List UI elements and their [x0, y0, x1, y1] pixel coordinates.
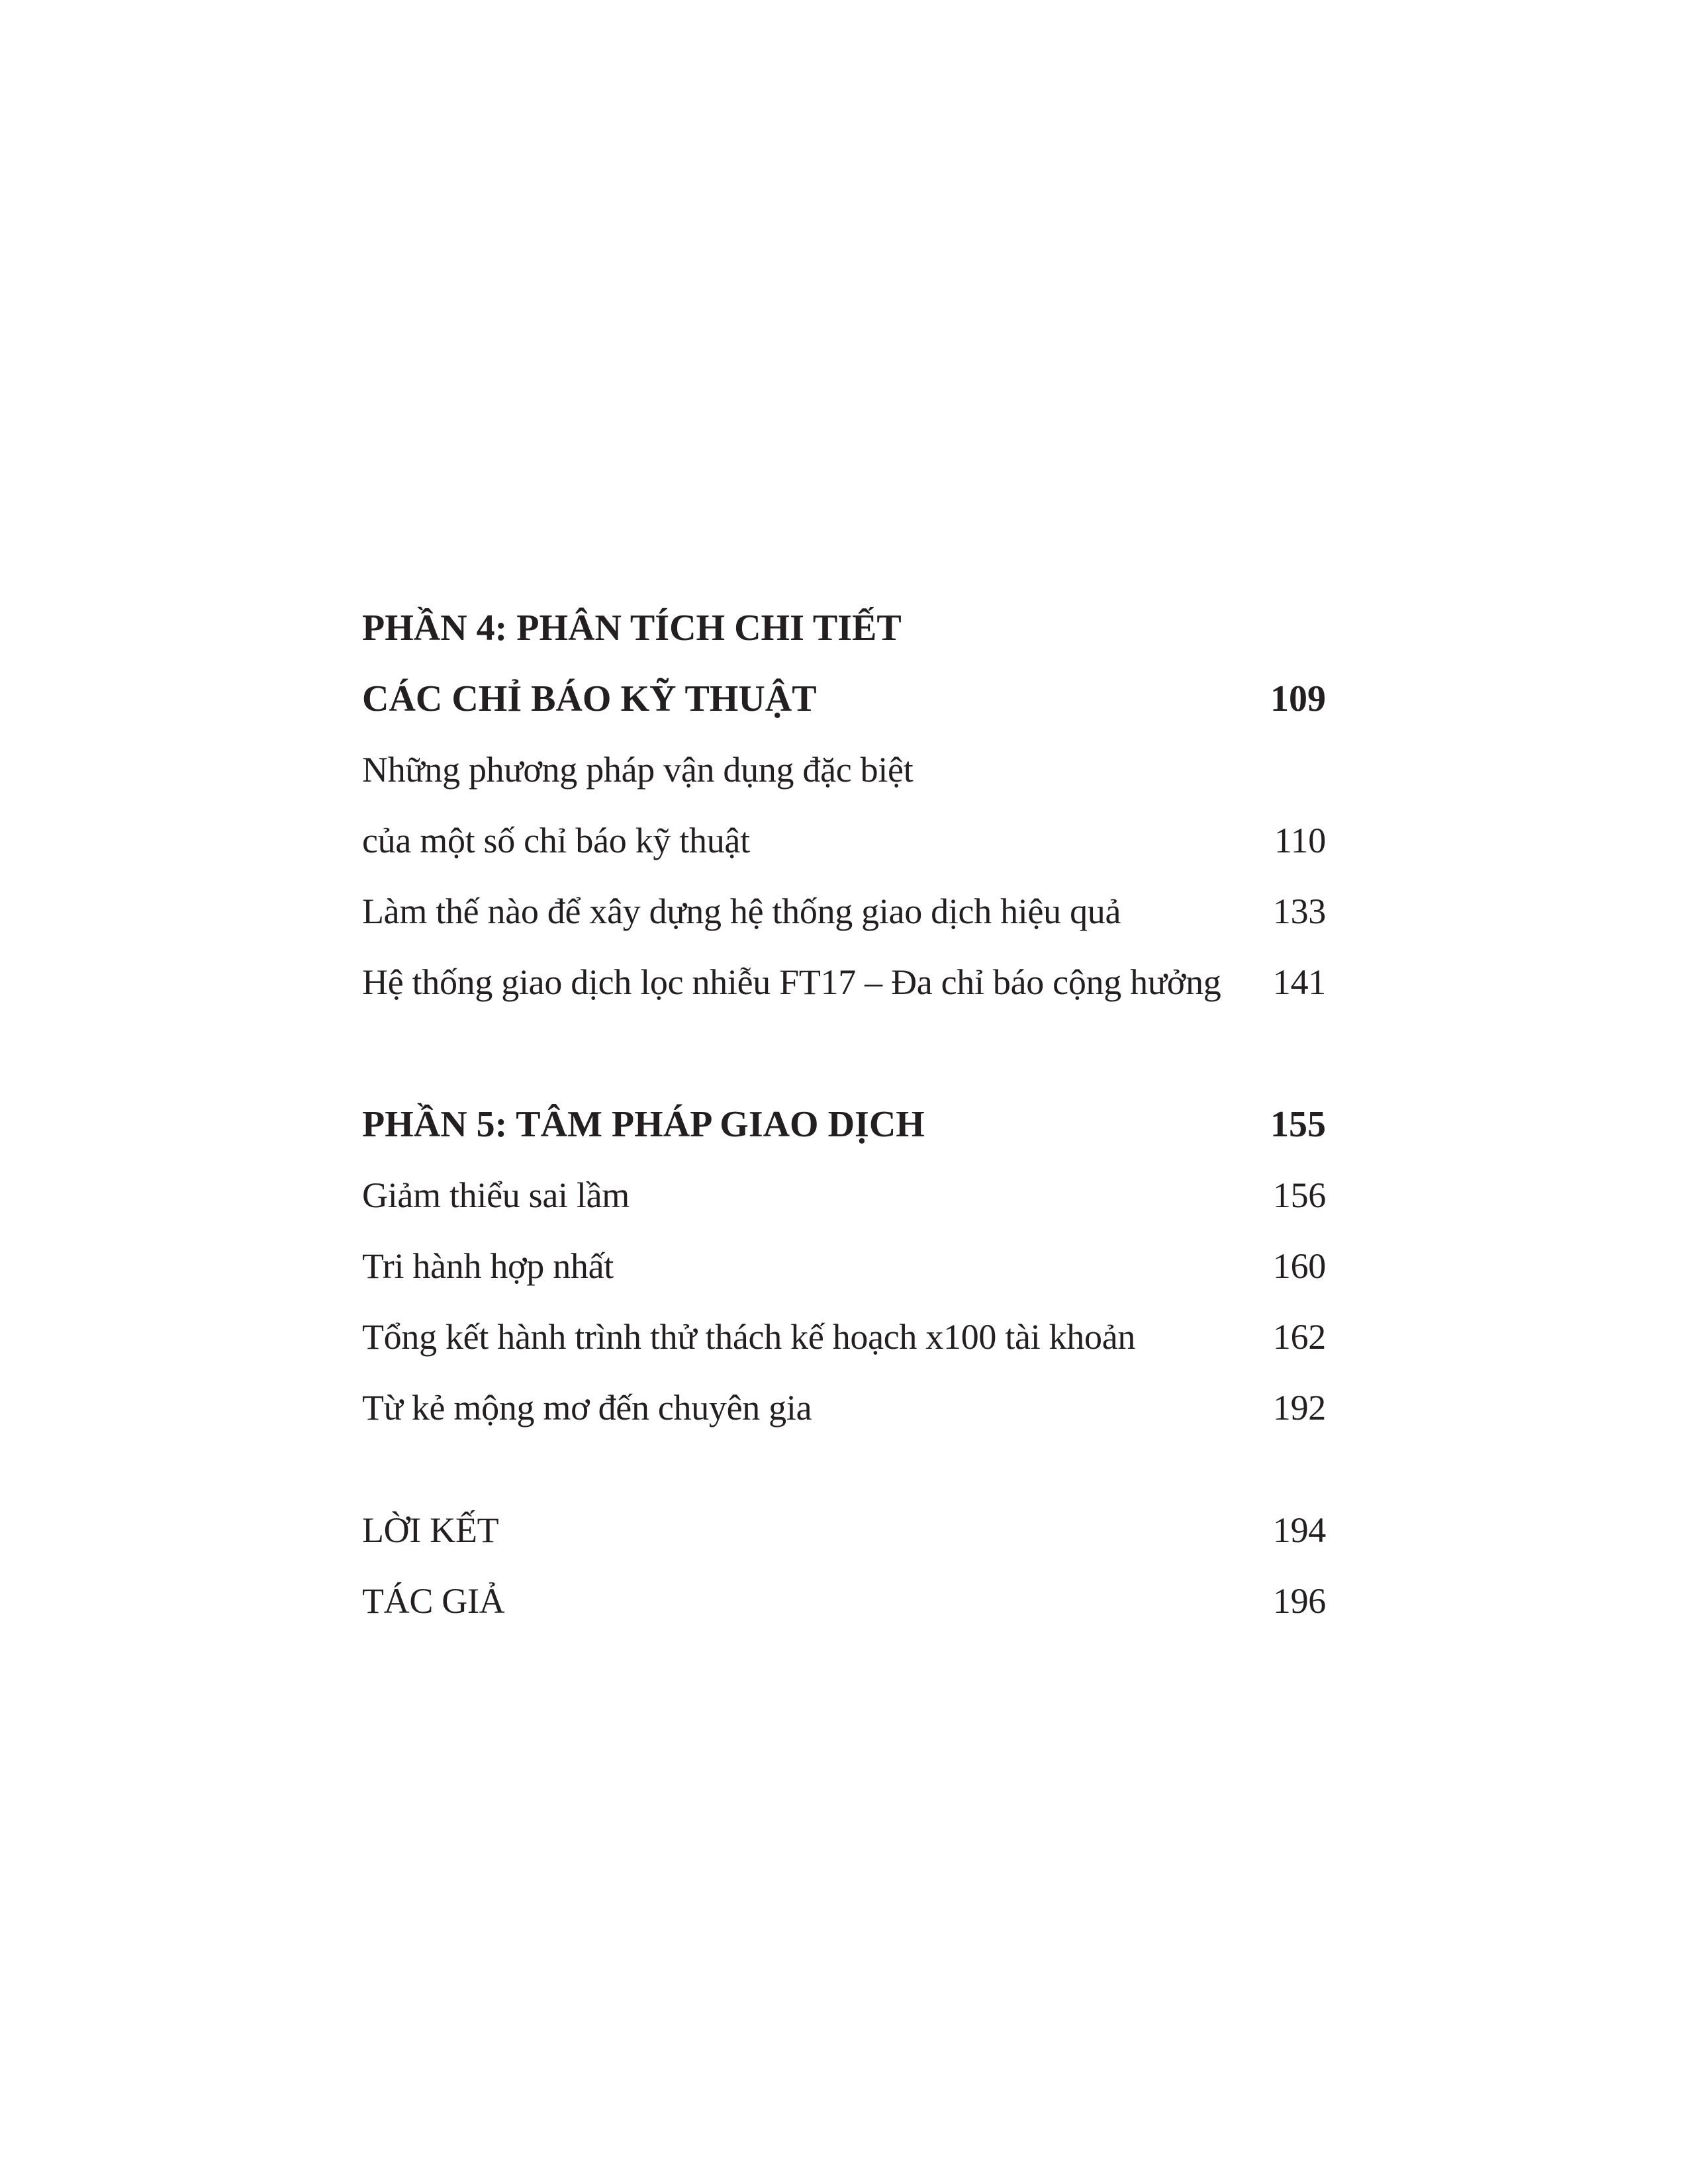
toc-section-heading	[362, 1089, 1326, 1160]
toc-entry-title: Giảm thiểu sai lầm	[362, 1175, 630, 1215]
toc-heading-page: 155	[1270, 1104, 1326, 1145]
toc-entry-title: Làm thế nào để xây dựng hệ thống giao dịch hiệu quả	[362, 891, 1121, 931]
toc-entry	[362, 947, 1326, 1018]
toc-entry	[362, 1302, 1326, 1373]
toc-entry	[362, 1160, 1326, 1231]
toc-entry	[362, 805, 1326, 876]
toc-entry-page: 162	[1272, 1317, 1326, 1357]
toc-heading-title: PHẦN 4: PHÂN TÍCH CHI TIẾT	[362, 608, 902, 649]
toc-entry-page: 156	[1272, 1175, 1326, 1215]
toc-entry	[362, 1495, 1326, 1566]
toc-entry	[362, 876, 1326, 947]
toc-entry-page: 196	[1272, 1581, 1326, 1621]
toc-entry-title: TÁC GIẢ	[362, 1581, 505, 1621]
toc-entry-title: Tổng kết hành trình thử thách kế hoạch x100 tài khoản	[362, 1317, 1136, 1357]
toc-section-heading	[362, 664, 1326, 735]
toc-entry-title: Từ kẻ mộng mơ đến chuyên gia	[362, 1388, 812, 1428]
toc-heading-page: 109	[1270, 678, 1326, 719]
toc-entry-page: 110	[1274, 821, 1326, 860]
toc-entry	[362, 735, 1326, 805]
toc-heading-title: CÁC CHỈ BÁO KỸ THUẬT	[362, 678, 817, 719]
toc-entry-title: Hệ thống giao dịch lọc nhiễu FT17 – Đa chỉ báo cộng hưởng	[362, 962, 1221, 1002]
toc-entry-title: Những phương pháp vận dụng đặc biệt	[362, 750, 914, 790]
toc-entry	[362, 1373, 1326, 1443]
toc-entry-title: LỜI KẾT	[362, 1510, 499, 1550]
toc-entry-title: Tri hành hợp nhất	[362, 1246, 614, 1286]
toc-entry-page: 141	[1272, 962, 1326, 1002]
toc-heading-title: PHẦN 5: TÂM PHÁP GIAO DỊCH	[362, 1104, 925, 1145]
toc-section-heading	[362, 593, 1326, 664]
toc-entry-page: 160	[1272, 1246, 1326, 1286]
toc-entry-page: 194	[1272, 1510, 1326, 1550]
toc-entry-title: của một số chỉ báo kỹ thuật	[362, 821, 750, 860]
toc-entry	[362, 1566, 1326, 1637]
toc-entry-page: 192	[1272, 1388, 1326, 1428]
table-of-contents	[362, 593, 1326, 1637]
toc-entry	[362, 1231, 1326, 1302]
toc-entry-page: 133	[1272, 891, 1326, 931]
